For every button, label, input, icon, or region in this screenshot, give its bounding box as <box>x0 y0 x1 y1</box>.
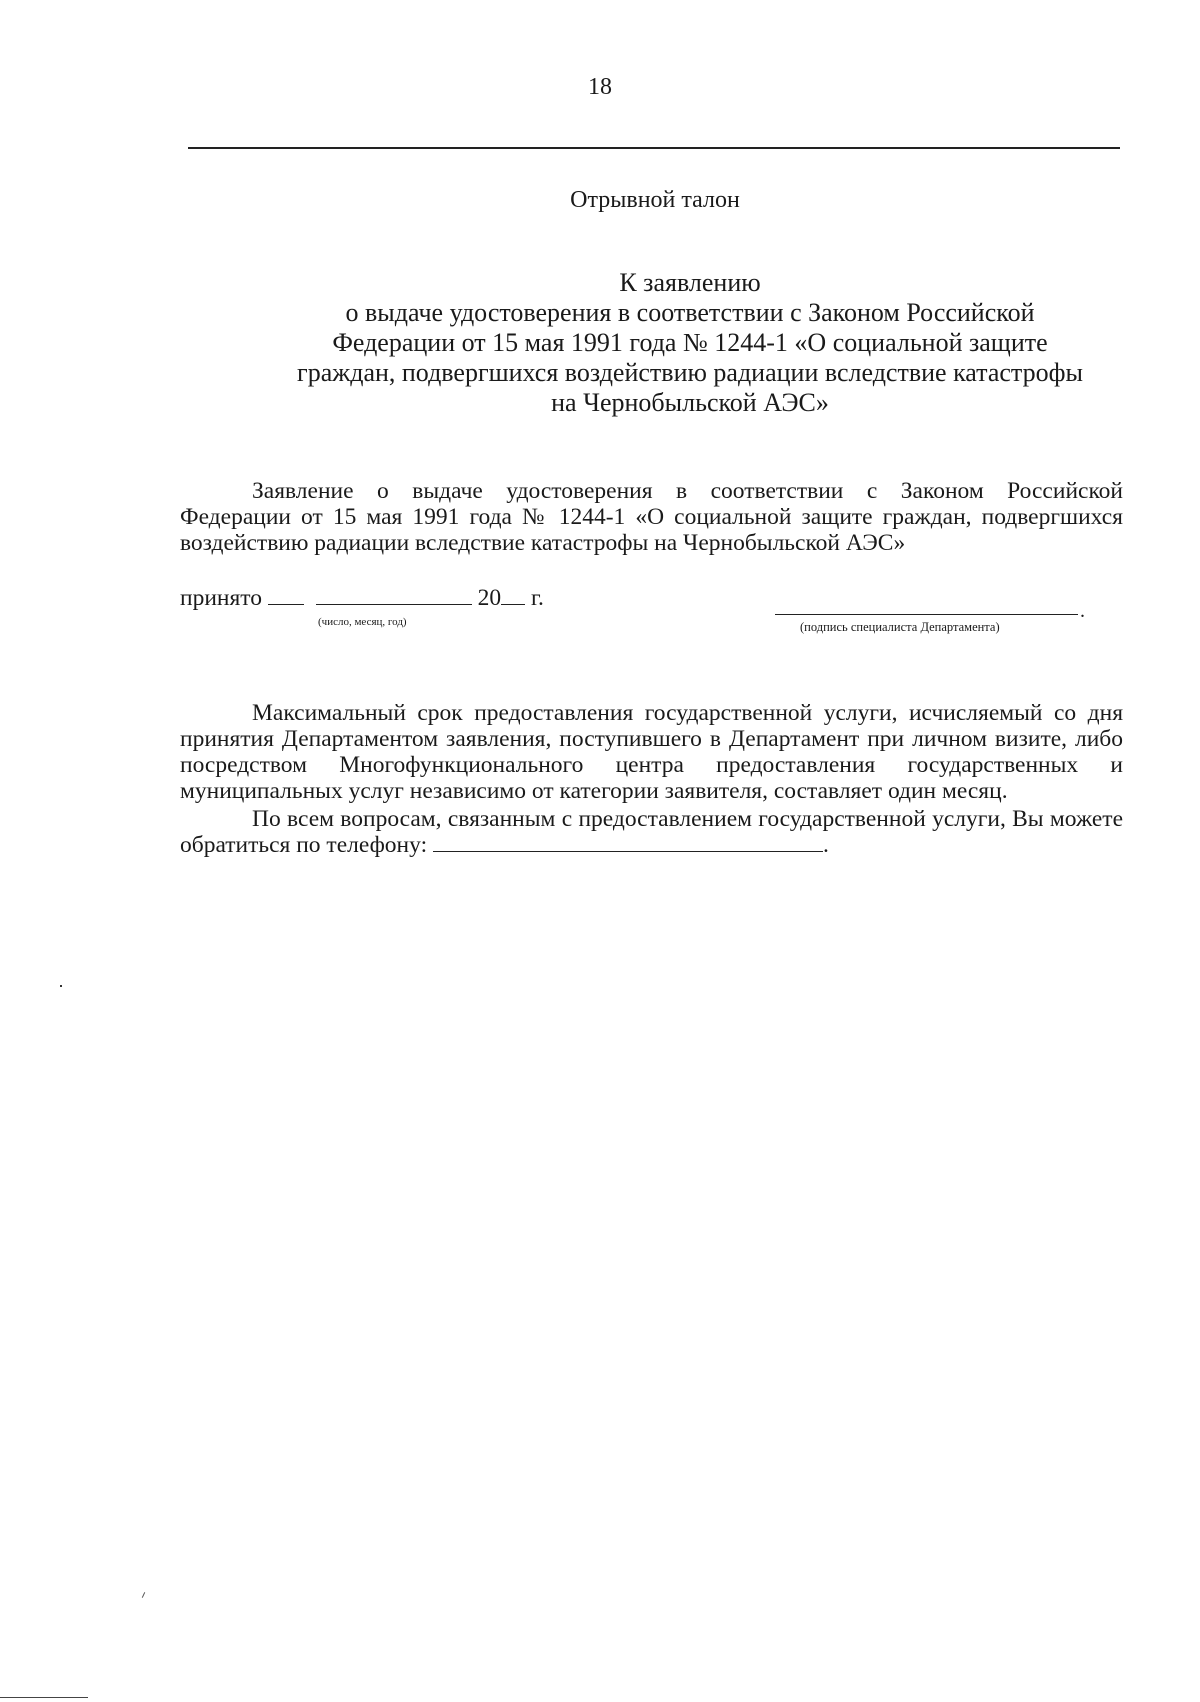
heading-line-4: граждан, подвергшихся воздействию радиации вследствие катастрофы <box>297 358 1083 387</box>
heading-line-2: о выдаче удостоверения в соответствии с Законом Российской <box>345 298 1035 327</box>
cut-line <box>188 147 1120 149</box>
heading-line-1: К заявлению <box>619 268 761 297</box>
statement-text <box>180 478 1123 556</box>
stub-title: Отрывной талон <box>570 187 740 213</box>
date-caption: (число, месяц, год) <box>318 616 407 628</box>
accepted-label: принято <box>180 585 262 611</box>
page-number: 18 <box>588 74 612 100</box>
statement-line-1: Заявление о выдаче удостоверения в соответствии с Законом Российской <box>252 478 1123 504</box>
signature-caption: (подпись специалиста Департамента) <box>800 620 1000 634</box>
contact-paragraph <box>180 806 1123 858</box>
heading <box>270 268 1110 418</box>
accepted-date-row <box>180 585 544 612</box>
day-field[interactable] <box>268 586 304 605</box>
signature-dot: . <box>1080 600 1085 622</box>
signature-field[interactable] <box>775 614 1078 615</box>
scan-edge-line <box>0 1697 88 1698</box>
year-field[interactable] <box>501 586 525 605</box>
heading-line-5: на Чернобыльской АЭС» <box>551 388 829 417</box>
info-text <box>180 700 1123 858</box>
phone-field[interactable] <box>433 833 823 852</box>
contact-text: По всем вопросам, связанным с предоставлением государственной услуги, Вы можете обратиться по телефону: <box>180 806 1123 858</box>
year-prefix: 20 <box>477 585 502 611</box>
month-field[interactable] <box>316 586 472 605</box>
phone-end: . <box>822 832 829 858</box>
heading-line-3: Федерации от 15 мая 1991 года № 1244-1 «О социальной защите <box>332 328 1048 357</box>
scan-speck <box>142 1592 145 1598</box>
statement-line-3: воздействию радиации вследствие катастрофы на Чернобыльской АЭС» <box>180 530 906 556</box>
year-suffix: г. <box>531 585 544 611</box>
deadline-paragraph: Максимальный срок предоставления государственной услуги, исчисляемый со дня принятия Департаментом заявления, поступившего в Департамент при личном визите, либо посредством Многофункционального центра предоставления государственных и муниципальных услуг независимо от категории заявителя, составляет один месяц. <box>180 700 1123 804</box>
statement-line-2: Федерации от 15 мая 1991 года № 1244-1 «О социальной защите граждан, подвергшихся <box>180 504 1123 530</box>
scan-speck <box>60 985 62 987</box>
